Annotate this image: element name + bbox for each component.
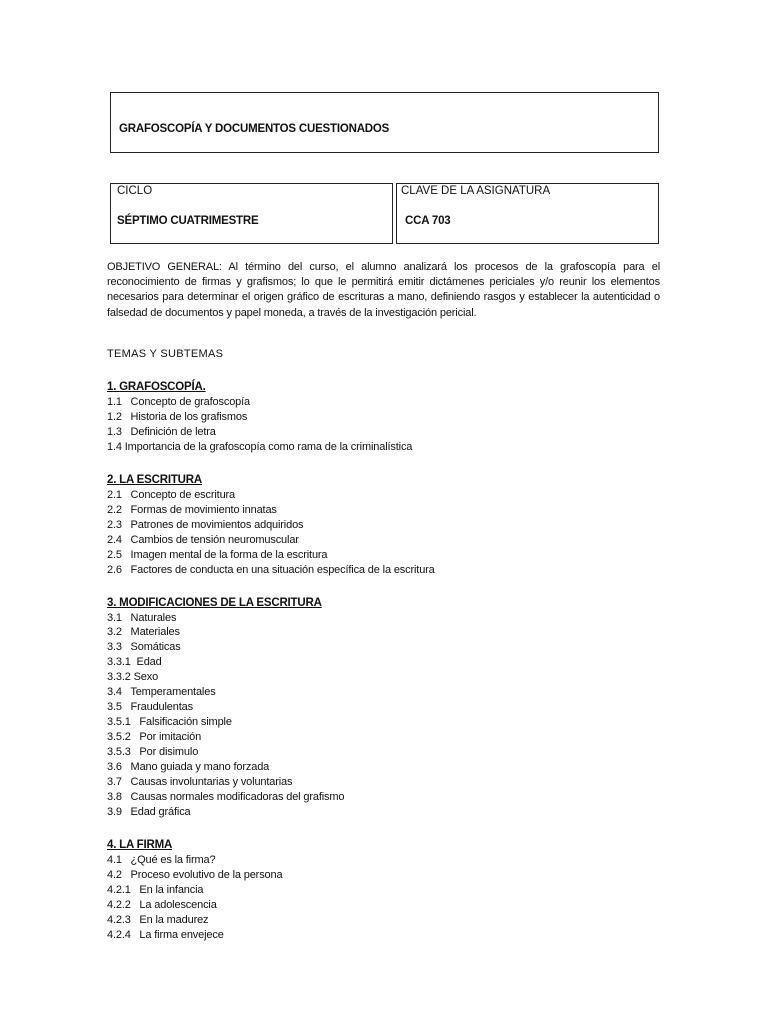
- list-item: 2.1 Concepto de escritura: [107, 488, 236, 501]
- list-item: 4.2 Proceso evolutivo de la persona: [107, 868, 283, 881]
- clave-value: CCA 703: [405, 215, 451, 227]
- list-item: 3.6 Mano guiada y mano forzada: [107, 761, 270, 774]
- list-item: 3.3 Somáticas: [107, 641, 181, 654]
- list-item: 2.4 Cambios de tensión neuromuscular: [107, 533, 299, 546]
- section-title: 3. MODIFICACIONES DE LA ESCRITURA: [107, 596, 322, 609]
- topics-list: [107, 377, 667, 958]
- list-item: 3.9 Edad gráfica: [107, 805, 191, 818]
- section-firma: [107, 835, 667, 943]
- section-modificaciones: [107, 593, 667, 820]
- list-item: 3.1 Naturales: [107, 611, 177, 624]
- objetivo-general: OBJETIVO GENERAL: Al término del curso, el alumno analizará los procesos de la grafoscopía para el reconocimiento de firmas y grafismos; lo que le permitirá emitir dictámenes periciales y/o reunir los elementos necesarios para determinar el origen gráfico de escrituras a mano, definiendo rasgos y establecer la autenticidad o falsedad de documentos y papel moneda, a través de la investigación pericial.: [107, 261, 660, 319]
- list-item: 3.8 Causas normales modificadoras del grafismo: [107, 790, 345, 803]
- list-item: 3.4 Temperamentales: [107, 686, 216, 699]
- list-item: 4.2.3 En la madurez: [107, 913, 209, 926]
- list-item: 3.7 Causas involuntarias y voluntarias: [107, 776, 293, 789]
- list-item: 2.2 Formas de movimiento innatas: [107, 503, 277, 516]
- list-item: 3.2 Materiales: [107, 626, 180, 639]
- section-title: 4. LA FIRMA: [107, 838, 173, 851]
- ciclo-label: CICLO: [117, 185, 153, 197]
- course-title: GRAFOSCOPÍA Y DOCUMENTOS CUESTIONADOS: [119, 123, 390, 135]
- list-item: 1.2 Historia de los grafismos: [107, 410, 248, 423]
- section-title: 1. GRAFOSCOPÍA.: [107, 381, 206, 393]
- clave-box: [396, 183, 659, 244]
- list-item: 4.2.2 La adolescencia: [107, 898, 217, 911]
- list-item: 3.5.3 Por disimulo: [107, 746, 199, 759]
- list-item: 3.5.2 Por imitación: [107, 731, 202, 744]
- list-item: 3.5 Fraudulentas: [107, 701, 193, 714]
- temas-heading: TEMAS Y SUBTEMAS: [107, 348, 224, 360]
- list-item: 1.1 Concepto de grafoscopía: [107, 396, 251, 408]
- list-item: 1.3 Definición de letra: [107, 425, 216, 438]
- section-title: 2. LA ESCRITURA: [107, 473, 202, 486]
- course-title-box: [110, 92, 659, 153]
- list-item: 2.3 Patrones de movimientos adquiridos: [107, 518, 304, 531]
- list-item: 2.6 Factores de conducta en una situación específica de la escritura: [107, 563, 435, 576]
- ciclo-box: [110, 183, 393, 244]
- ciclo-value: SÉPTIMO CUATRIMESTRE: [117, 215, 259, 227]
- list-item: 3.5.1 Falsificación simple: [107, 716, 232, 729]
- section-escritura: [107, 470, 667, 578]
- list-item: 3.3.1 Edad: [107, 656, 162, 669]
- section-grafoscopia: [107, 377, 667, 455]
- list-item: 2.5 Imagen mental de la forma de la escritura: [107, 548, 328, 561]
- list-item: 3.3.2 Sexo: [107, 671, 159, 684]
- clave-label: CLAVE DE LA ASIGNATURA: [401, 185, 551, 197]
- list-item: 4.1 ¿Qué es la firma?: [107, 853, 216, 866]
- list-item: 4.2.1 En la infancia: [107, 883, 204, 896]
- list-item: 4.2.4 La firma envejece: [107, 928, 224, 941]
- list-item: 1.4 Importancia de la grafoscopía como rama de la criminalística: [107, 440, 413, 453]
